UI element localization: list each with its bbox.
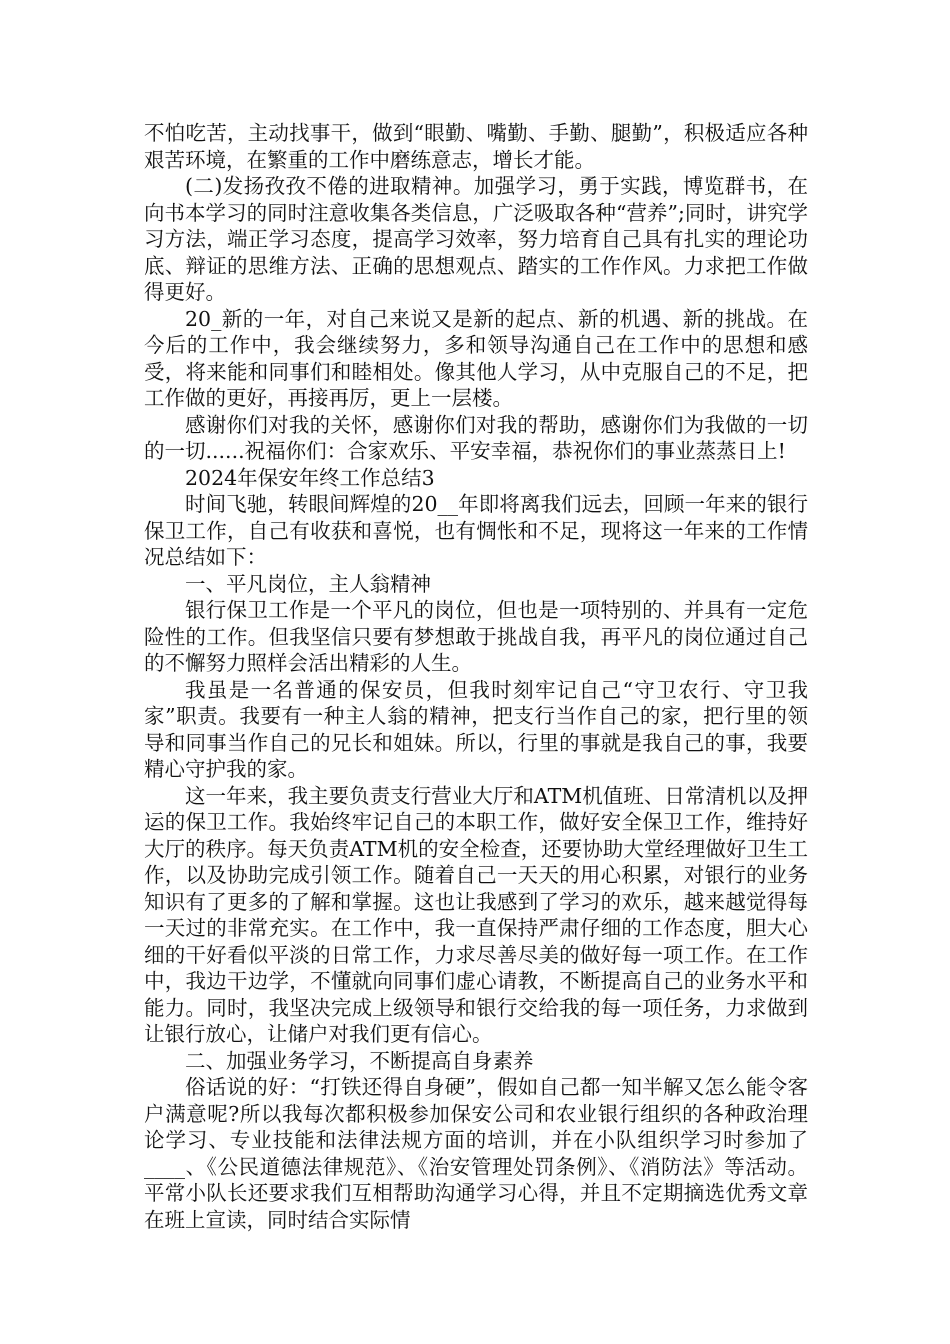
paragraph-new-year: 20_新的一年，对自己来说又是新的起点、新的机遇、新的挑战。在今后的工作中，我会继续努力，多和领导沟通自己在工作中的思想和感受，将来能和同事们和睦相处。像其他人学习，从中克服自己的不足，把工作做的更好，再接再厉，更上一层楼。: [144, 306, 808, 410]
paragraph-intro: 时间飞驰，转眼间辉煌的20__年即将离我们远去，回顾一年来的银行保卫工作，自己有收获和喜悦，也有惆怅和不足，现将这一年来的工作情况总结如下：: [144, 492, 808, 569]
paragraph-study: 俗话说的好：“打铁还得自身硬”，假如自己都一知半解又怎么能令客户满意呢?所以我每次都积极参加保安公司和农业银行组织的各种政治理论学习、专业技能和法律法规方面的培训，并在小队组织学习时参加了____、《公民道德法律规范》、《治安管理处罚条例》、《消防法》等活动。平常小队长还要求我们互相帮助沟通学习心得，并且不定期摘选优秀文章在班上宣读，同时结合实际情: [144, 1075, 808, 1232]
heading-one: 一、平凡岗位，主人翁精神: [185, 571, 431, 596]
paragraph-continuation: 不怕吃苦，主动找事干，做到“眼勤、嘴勤、手勤、腿勤”，积极适应各种艰苦环境，在繁重的工作中磨练意志，增长才能。: [144, 121, 808, 172]
section-title: 2024年保安年终工作总结3: [185, 465, 435, 490]
paragraph-post: 银行保卫工作是一个平凡的岗位，但也是一项特别的、并具有一定危险性的工作。但我坚信只要有梦想敢于挑战自我，再平凡的岗位通过自己的不懈努力照样会活出精彩的人生。: [144, 598, 808, 675]
paragraph-duties: 这一年来，我主要负责支行营业大厅和ATM机值班、日常清机以及押运的保卫工作。我始终牢记自己的本职工作，做好安全保卫工作，维持好大厅的秩序。每天负责ATM机的安全检查，还要协助大堂经理做好卫生工作，以及协助完成引领工作。随着自己一天天的用心积累，对银行的业务知识有了更多的了解和掌握。这也让我感到了学习的欢乐，越来越觉得每一天过的非常充实。在工作中，我一直保持严肃仔细的工作态度，胆大心细的干好看似平淡的日常工作，力求尽善尽美的做好每一项工作。在工作中，我边干边学，不懂就向同事们虚心请教，不断提高自己的业务水平和能力。同时，我坚决完成上级领导和银行交给我的每一项任务，力求做到让银行放心，让储户对我们更有信心。: [144, 783, 808, 1046]
paragraph-guard: 我虽是一名普通的保安员，但我时刻牢记自己“守卫农行、守卫我家”职责。我要有一种主人翁的精神，把支行当作自己的家，把行里的领导和同事当作自己的兄长和姐妹。所以，行里的事就是我自己的事，我要精心守护我的家。: [144, 677, 808, 781]
paragraph-thanks: 感谢你们对我的关怀，感谢你们对我的帮助，感谢你们为我做的一切的一切......祝福你们：合家欢乐、平安幸福，恭祝你们的事业蒸蒸日上!: [144, 412, 808, 463]
paragraph-point-two: (二)发扬孜孜不倦的进取精神。加强学习，勇于实践，博览群书，在向书本学习的同时注意收集各类信息，广泛吸取各种“营养”;同时，讲究学习方法，端正学习态度，提高学习效率，努力培育自己具有扎实的理论功底、辩证的思维方法、正确的思想观点、踏实的工作作风。力求把工作做得更好。: [144, 174, 808, 304]
heading-two: 二、加强业务学习，不断提高自身素养: [185, 1048, 534, 1073]
document-page: [144, 120, 808, 1233]
